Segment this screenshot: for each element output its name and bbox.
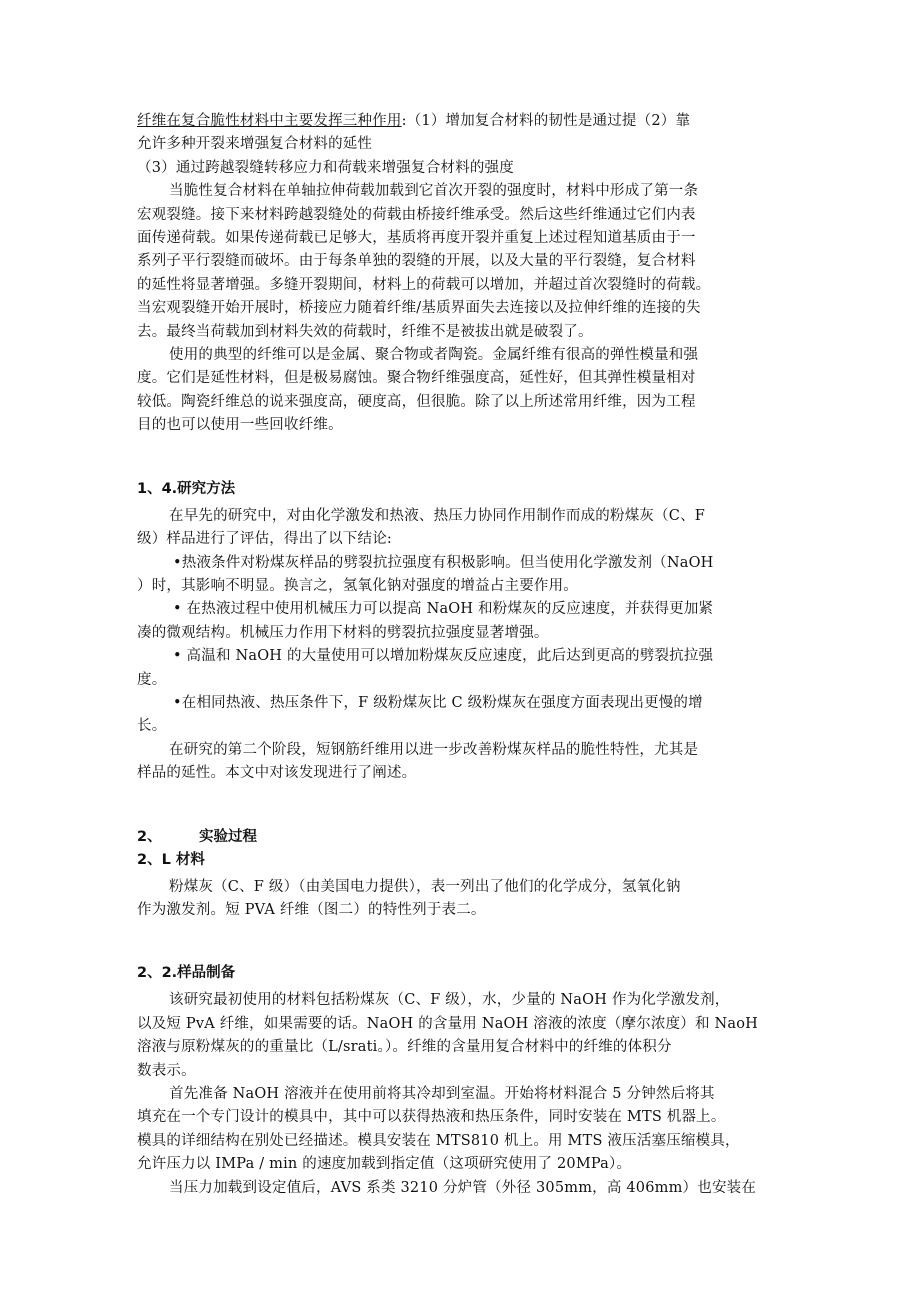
paragraph-line: 数表示。 [137,1062,196,1079]
paragraph-line: 允许压力以 IMPa / min 的速度加载到指定值（这项研究使用了 20MPa）。 [137,1156,632,1173]
section-heading-materials: 2、L 材料 [137,851,205,868]
bullet-line: • 高温和 NaOH 的大量使用可以增加粉煤灰反应速度，此后达到更高的劈裂抗拉强 [173,648,714,665]
bullet-line: 长。 [137,718,167,735]
bullet-line: 度。 [137,671,167,688]
paragraph-line: 作为激发剂。短 PVA 纤维（图二）的特性列于表二。 [137,901,486,918]
paragraph-line: 该研究最初使用的材料包括粉煤灰（C、F 级），水，少量的 NaOH 作为化学激发剂， [169,992,730,1009]
paragraph-procedure [137,1083,787,1177]
paragraph-fiber-types [137,344,787,438]
paragraph-materials [137,876,787,923]
bullet-item [137,598,787,645]
section-heading-experiment [137,826,787,849]
intro-line-2: 允许多种开裂来增强复合材料的延性 [137,136,373,153]
paragraph-line: 的延性将显著增强。多缝开裂期间，材料上的荷载可以增加，并超过首次裂缝时的荷载。 [137,276,711,293]
paragraph-line: 级）样品进行了评估，得出了以下结论: [137,531,392,548]
bullet-line: • 在热液过程中使用机械压力可以提高 NaOH 和粉煤灰的反应速度，并获得更加紧 [173,601,714,618]
paragraph-second-stage [137,739,787,786]
paragraph-line: 当压力加载到设定值后，AVS 系类 3210 分炉管（外径 305mm，高 406mm）也安装在 [169,1179,757,1196]
paragraph-line: 当宏观裂缝开始开展时，桥接应力随着纤维/基质界面失去连接以及拉伸纤维的连接的失 [137,300,701,317]
paragraph-line: 在研究的第二个阶段，短钢筋纤维用以进一步改善粉煤灰样品的脆性特性，尤其是 [169,741,699,758]
paragraph-line: 样品的延性。本文中对该发现进行了阐述。 [137,765,417,782]
paragraph-line: 较低。陶瓷纤维总的说来强度高，硬度高，但很脆。除了以上所述常用纤维，因为工程 [137,393,696,410]
paragraph-line: 以及短 PvA 纤维，如果需要的话。NaOH 的含量用 NaOH 溶液的浓度（摩尔浓度）和 NaoH [137,1015,759,1032]
bullet-line: 凑的微观结构。机械压力作用下材料的劈裂抗拉强度显著增强。 [137,624,549,641]
bullet-line: ）时，其影响不明显。换言之，氢氧化钠对强度的增益占主要作用。 [137,577,578,594]
section-number: 2、 [137,828,162,845]
paragraph-furnace [137,1177,787,1200]
paragraph-line: 粉煤灰（C、F 级）（由美国电力提供），表一列出了他们的化学成分，氢氧化钠 [169,878,681,895]
bullet-line: •热液条件对粉煤灰样品的劈裂抗拉强度有积极影响。但当使用化学激发剂（NaOH [173,554,714,571]
paragraph-fiber-cracking [137,180,787,344]
paragraph-line: 溶液与原粉煤灰的的重量比（L/srati。）。纤维的含量用复合材料中的纤维的体积分 [137,1039,672,1056]
intro-line-1-rest: :（1）增加复合材料的韧性是通过提（2）靠 [401,113,691,129]
intro-line-3: （3）通过跨越裂缝转移应力和荷载来增强复合材料的强度 [137,159,514,176]
paragraph-line: 系列子平行裂缝而破坏。由于每条单独的裂缝的开展，以及大量的平行裂缝，复合材料 [137,253,696,270]
intro-line-1 [137,110,787,133]
paragraph-line: 模具的详细结构在别处已经描述。模具安装在 MTS810 机上。用 MTS 液压活塞压缩模具， [137,1132,740,1149]
paragraph-line: 度。它们是延性材料，但是极易腐蚀。聚合物纤维强度高，延性好，但其弹性模量相对 [137,370,696,387]
bullet-item [137,692,787,739]
paragraph-line: 去。最终当荷载加到材料失效的荷载时，纤维不是被拔出就是破裂了。 [137,323,593,340]
paragraph-line: 填充在一个专门设计的模具中，其中可以获得热液和热压条件，同时安装在 MTS 机器上。 [137,1109,726,1126]
paragraph-line: 宏观裂缝。接下来材料跨越裂缝处的荷载由桥接纤维承受。然后这些纤维通过它们内表 [137,206,696,223]
paragraph-line: 面传递荷载。如果传递荷载已足够大，基质将再度开裂并重复上述过程知道基质由于一 [137,230,696,247]
bullet-line: •在相同热液、热压条件下，F 级粉煤灰比 C 级粉煤灰在强度方面表现出更慢的增 [173,694,703,711]
section-heading-sample-prep: 2、2.样品制备 [137,965,236,982]
bullet-item [137,552,787,599]
paragraph-sample-materials [137,989,787,1083]
paragraph-line: 在早先的研究中，对由化学激发和热液、热压力协同作用制作而成的粉煤灰（C、F [169,507,706,524]
section-heading-research-method: 1、4.研究方法 [137,480,236,497]
bullet-item [137,645,787,692]
paragraph-line: 目的也可以使用一些回收纤维。 [137,417,343,434]
paragraph-line: 当脆性复合材料在单轴拉伸荷载加载到它首次开裂的强度时，材料中形成了第一条 [169,183,699,200]
intro-underlined-text: 纤维在复合脆性材料中主要发挥三种作用 [137,113,402,129]
document-page [137,110,787,1200]
paragraph-line: 使用的典型的纤维可以是金属、聚合物或者陶瓷。金属纤维有很高的弹性模量和强 [169,347,699,364]
section-title: 实验过程 [199,828,257,845]
paragraph-line: 首先准备 NaOH 溶液并在使用前将其冷却到室温。开始将材料混合 5 分钟然后将其 [169,1086,715,1102]
paragraph-earlier-research [137,505,787,552]
